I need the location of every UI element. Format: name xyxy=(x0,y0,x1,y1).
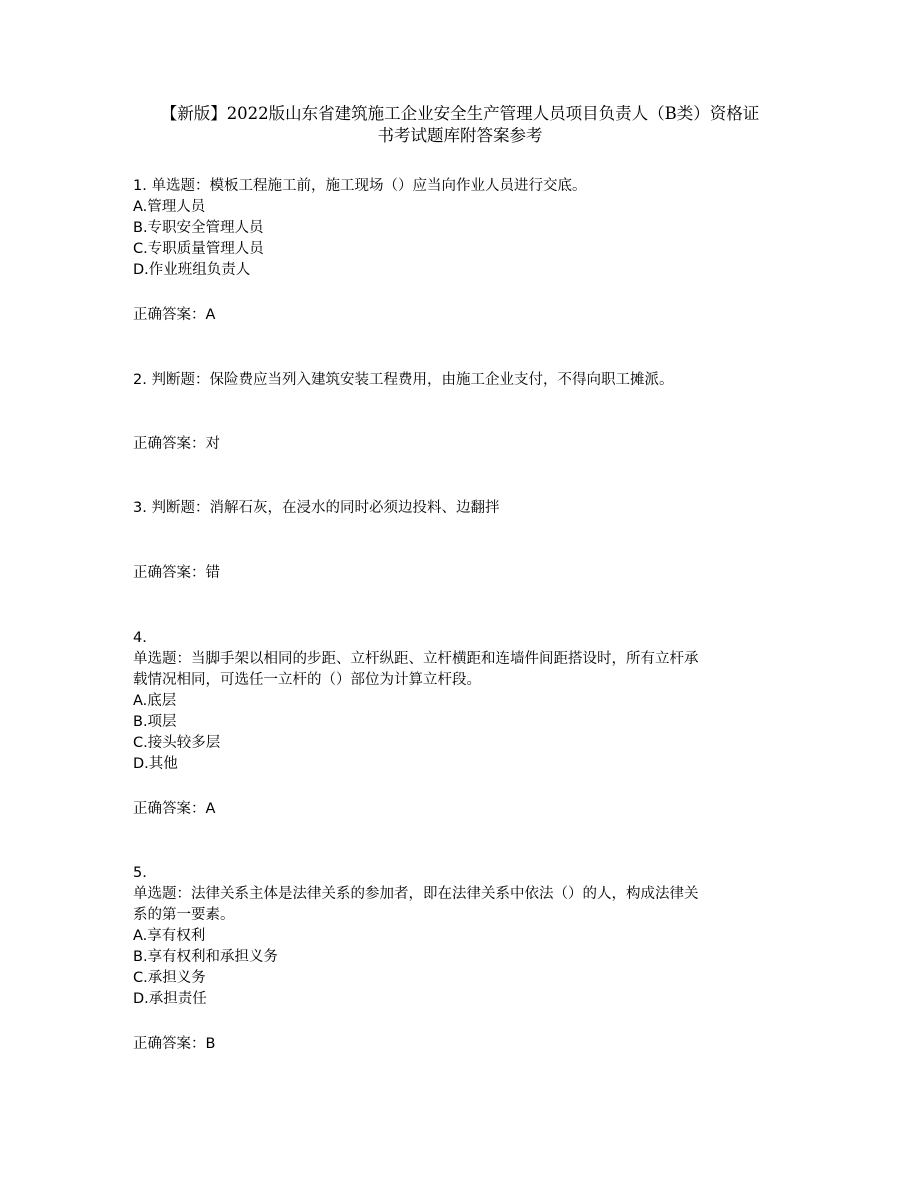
question-4-text-line-1: 单选题：当脚手架以相同的步距、立杆纵距、立杆横距和连墙件间距搭设时，所有立杆承 xyxy=(133,651,699,667)
question-4-answer: 正确答案：A xyxy=(133,801,216,817)
question-4-option-c: C.接头较多层 xyxy=(133,735,221,751)
question-1-option-a: A.管理人员 xyxy=(133,199,206,215)
question-2-text: 2. 判断题：保险费应当列入建筑安装工程费用，由施工企业支付，不得向职工摊派。 xyxy=(133,372,674,388)
question-4-option-b: B.项层 xyxy=(133,714,177,730)
document-title xyxy=(120,103,800,147)
question-1-option-d: D.作业班组负责人 xyxy=(133,262,251,278)
question-5-number: 5. xyxy=(133,865,147,881)
question-5-option-b: B.享有权利和承担义务 xyxy=(133,949,279,965)
question-1-option-b: B.专职安全管理人员 xyxy=(133,220,264,236)
question-4-number: 4. xyxy=(133,630,147,646)
question-3 xyxy=(133,498,793,519)
question-5-option-d: D.承担责任 xyxy=(133,991,207,1007)
question-1-answer: 正确答案：A xyxy=(133,307,216,323)
question-4-option-a: A.底层 xyxy=(133,693,177,709)
title-line-2: 书考试题库附答案参考 xyxy=(377,126,543,145)
question-4 xyxy=(133,628,793,775)
question-5-text-line-2: 系的第一要素。 xyxy=(133,907,235,923)
question-5-answer: 正确答案：B xyxy=(133,1036,216,1052)
question-3-answer: 正确答案：错 xyxy=(133,565,220,581)
question-4-text-line-2: 载情况相同，可选任一立杆的（）部位为计算立杆段。 xyxy=(133,672,481,688)
question-5 xyxy=(133,863,793,1010)
question-5-text-line-1: 单选题：法律关系主体是法律关系的参加者，即在法律关系中依法（）的人，构成法律关 xyxy=(133,886,699,902)
question-2 xyxy=(133,370,793,391)
title-line-1: 【新版】2022版山东省建筑施工企业安全生产管理人员项目负责人（B类）资格证 xyxy=(160,104,760,123)
question-3-text: 3. 判断题：消解石灰，在浸水的同时必须边投料、边翻拌 xyxy=(133,500,500,516)
question-5-option-c: C.承担义务 xyxy=(133,970,206,986)
question-5-option-a: A.享有权利 xyxy=(133,928,206,944)
question-1-option-c: C.专职质量管理人员 xyxy=(133,241,264,257)
question-2-answer: 正确答案：对 xyxy=(133,436,220,452)
question-1 xyxy=(133,176,793,281)
question-4-option-d: D.其他 xyxy=(133,756,178,772)
question-1-text: 1. 单选题：模板工程施工前，施工现场（）应当向作业人员进行交底。 xyxy=(133,178,587,194)
